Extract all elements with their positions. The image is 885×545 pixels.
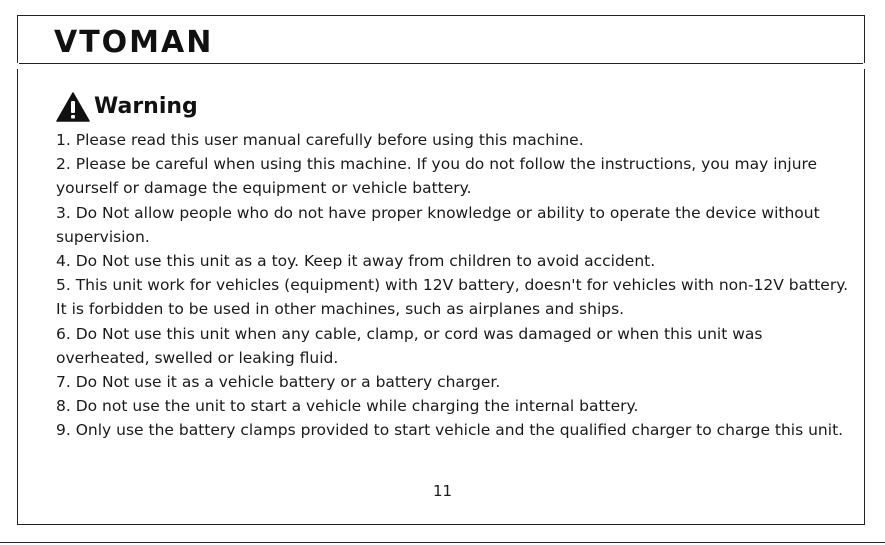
bottom-divider	[0, 542, 885, 543]
header-divider	[17, 63, 865, 64]
warning-item-8: 8. Do not use the unit to start a vehicle while charging the internal battery.	[56, 397, 639, 416]
warning-item-2: 2. Please be careful when using this machine. If you do not follow the instructions, you may injure yourself or damage the equipment or vehicle battery.	[56, 155, 818, 198]
warning-item-4: 4. Do Not use this unit as a toy. Keep it away from children to avoid accident.	[56, 252, 656, 271]
frame-gap-left	[15, 63, 19, 69]
warning-item-9: 9. Only use the battery clamps provided to start vehicle and the qualified charger to charge this unit.	[56, 421, 844, 440]
warning-item-1: 1. Please read this user manual carefully before using this machine.	[56, 131, 584, 149]
warning-list	[56, 128, 851, 443]
brand-logo: VTOMAN	[54, 25, 214, 60]
frame-gap-right	[863, 63, 867, 69]
warning-item-5: 5. This unit work for vehicles (equipment) with 12V battery, doesn't for vehicles with non-12V battery. It is forbidden to be used in other machines, such as airplanes and ships.	[56, 276, 849, 319]
warning-triangle-icon	[56, 92, 90, 122]
warning-item-3: 3. Do Not allow people who do not have proper knowledge or ability to operate the device without supervision.	[56, 203, 820, 246]
page-number: 11	[432, 482, 453, 500]
warning-title: Warning	[94, 94, 198, 119]
warning-item-6: 6. Do Not use this unit when any cable, clamp, or cord was damaged or when this unit was overheated, swelled or leaking fluid.	[56, 324, 763, 367]
warning-item-7: 7. Do Not use it as a vehicle battery or a battery charger.	[56, 373, 501, 392]
warning-heading	[56, 92, 198, 122]
